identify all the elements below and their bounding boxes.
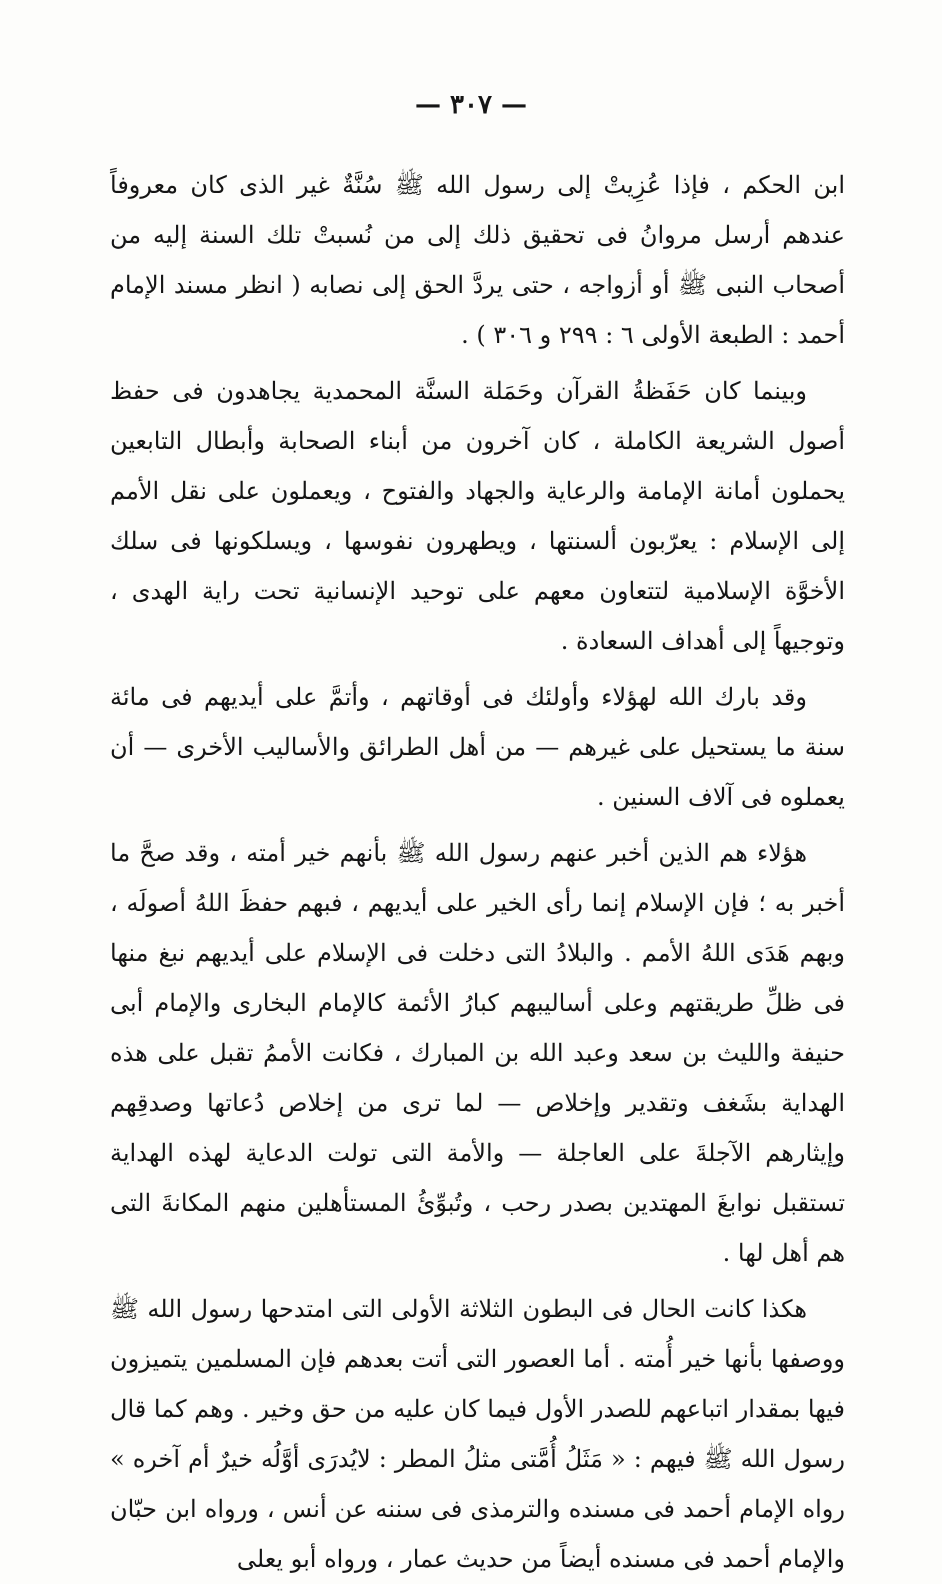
paragraph-5: هكذا كانت الحال فى البطون الثلاثة الأولى التى امتدحها رسول الله ﷺ ووصفها بأنها خير أُمته . أما العصور التى أتت بعدهم فإن المسلمين يتميزون فيها بمقدار اتباعهم للصدر الأول فيما كان عليه من حق وخير . وهم كما قال رسول الله ﷺ فيهم : « مَثَلُ أُمَّتى مثلُ المطر : لايُدرَى أوَّلُه خيرٌ أم آخره » رواه الإمام أحمد فى مسنده والترمذى فى سننه عن أنس ، ورواه ابن حبّان والإمام أحمد فى مسنده أيضاً من حديث عمار ، ورواه أبو يعلى <box>110 1295 845 1573</box>
paragraph-2: وبينما كان حَفَظةُ القرآن وحَمَلة السنَّة المحمدية يجاهدون فى حفظ أصول الشريعة الكاملة ، كان آخرون من أبناء الصحابة وأبطال التابعين يحملون أمانة الإمامة والرعاية والجهاد والفتوح ، ويعملون على نقل الأمم إلى الإسلام : يعرّبون ألسنتها ، ويطهرون نفوسها ، ويسلكونها فى سلك الأخوَّة الإسلامية لتتعاون معهم على توحيد الإنسانية تحت راية الهدى ، وتوجيهاً إلى أهداف السعادة . <box>110 377 846 655</box>
paragraph-1: ابن الحكم ، فإذا عُزِيتْ إلى رسول الله ﷺ سُنَّةٌ غير الذى كان معروفاً عندهم أرسل مروانُ فى تحقيق ذلك إلى من نُسبتْ تلك السنة إليه من أصحاب النبى ﷺ أو أزواجه ، حتى يردَّ الحق إلى نصابه ( انظر مسند الإمام أحمد : الطبعة الأولى ٦ : ٢٩٩ و ٣٠٦ ) . <box>110 171 845 349</box>
body-text <box>110 160 845 1584</box>
paragraph-4: هؤلاء هم الذين أخبر عنهم رسول الله ﷺ بأنهم خير أمته ، وقد صحَّ ما أخبر به ؛ فإن الإسلام إنما رأى الخير على أيديهم ، فبهم حفظَ اللهُ أصولَه ، وبهم هَدَى اللهُ الأمم . والبلادُ التى دخلت فى الإسلام على أيديهم نبغ منها فى ظلِّ طريقتهم وعلى أساليبهم كبارُ الأئمة كالإمام البخارى والإمام أبى حنيفة والليث بن سعد وعبد الله بن المبارك ، فكانت الأممُ تقبل على هذه الهداية بشَغف وتقدير وإخلاص — لما ترى من إخلاص دُعاتها وصدقِهم وإيثارهم الآجلةَ على العاجلة — والأمة التى تولت الدعاية لهذه الهداية تستقبل نوابغَ المهتدين بصدر رحب ، وتُبوِّئُ المستأهلين منهم المكانةَ التى هم أهل لها . <box>110 839 845 1267</box>
page-number: — ٣٠٧ — <box>414 90 528 120</box>
paragraph-3: وقد بارك الله لهؤلاء وأولئك فى أوقاتهم ، وأتمَّ على أيديهم فى مائة سنة ما يستحيل على غيرهم — من أهل الطرائق والأساليب الأخرى — أن يعملوه فى آلاف السنين . <box>110 683 845 811</box>
